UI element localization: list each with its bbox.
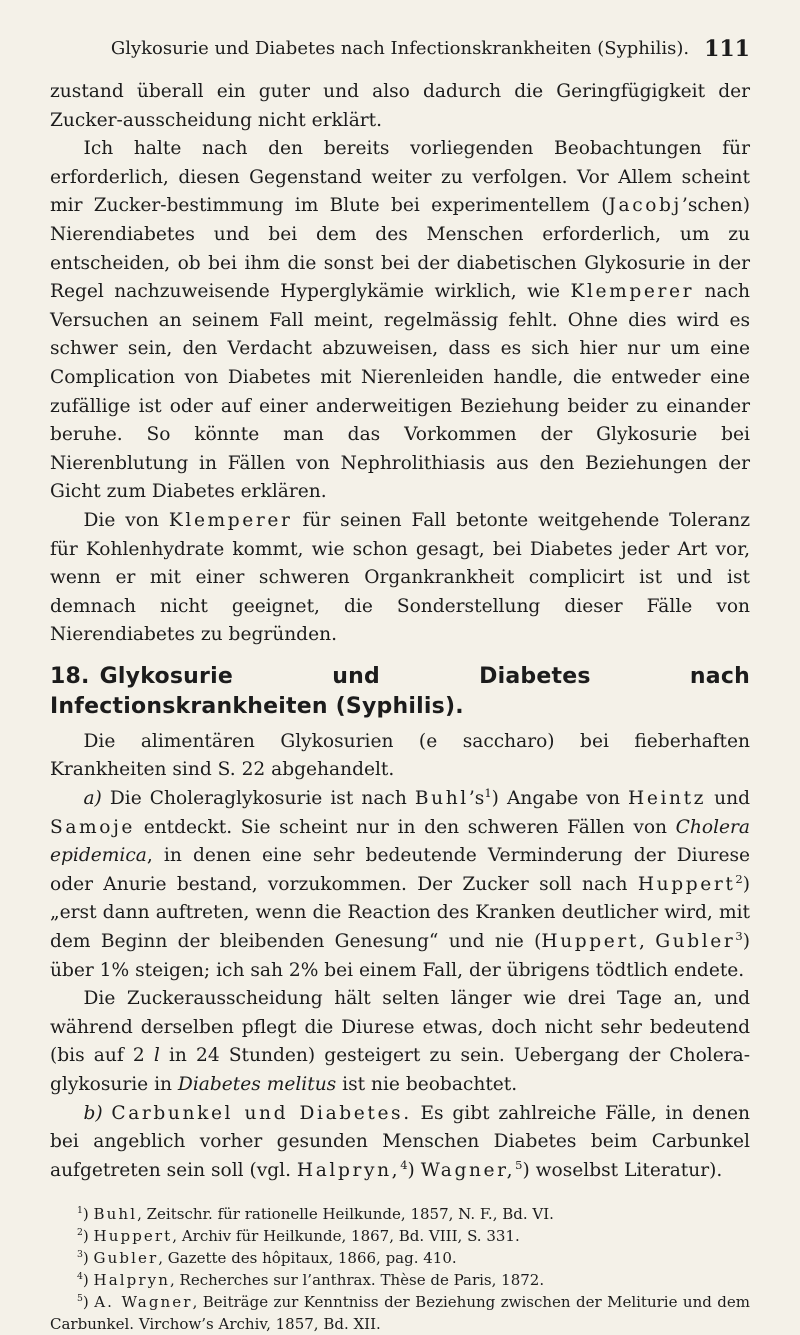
footnote: $^3$) Gubler, Gazette des hôpitaux, 1866, pag. 410. — [77, 1249, 457, 1268]
book-page — [50, 32, 750, 1335]
paragraph: Ich halte nach den bereits vorliegenden Beobachtungen für erforderlich, diesen Gegenstand weiter zu verfolgen. Vor Allem scheint mir Zucker-bestimmung im Blute bei experimentellem (Jacobj’schen) Nierendiabetes und bei dem des Menschen erforderlich, um zu entscheiden, ob bei ihm die sonst bei der diabetischen Glykosurie in der Regel nachzuweisende Hyperglykämie wirklich, wie Klemperer nach Versuchen an seinem Fall meint, regelmässig fehlt. Ohne dies wird es schwer sein, den Verdacht abzuweisen, dass es sich hier nur um eine Complication von Diabetes mit Nierenleiden handle, die entweder eine zufällige ist oder auf einer anderweitigen Beziehung beider zu einander beruhe. So könnte man das Vorkommen der Glykosurie bei Nierenblutung in Fällen von Nephrolithiasis aus den Beziehungen der Gicht zum Diabetes erklären. — [50, 138, 750, 503]
subsection-heading: Carbunkel und Diabetes. — [111, 1102, 412, 1124]
author-name: Samoje — [50, 816, 136, 838]
author-name: Buhl — [414, 788, 469, 810]
running-head-title: Glykosurie und Diabetes nach Infectionskrankheiten (Syphilis). — [110, 38, 690, 59]
paragraph: zustand überall ein guter und also dadurch die Geringfügigkeit der Zucker-ausscheidung nicht erklärt. — [50, 81, 750, 131]
author-name: Wagner, — [420, 1159, 516, 1181]
running-head — [50, 32, 750, 66]
footnote: $^5$) A. Wagner, Beiträge zur Kenntniss der Beziehung zwischen der Meliturie und dem Carbunkel. Virchow’s Archiv, 1857, Bd. XII. — [50, 1293, 750, 1334]
footnote: $^4$) Halpryn, Recherches sur l’anthrax. Thèse de Paris, 1872. — [77, 1271, 545, 1290]
author-name: Gubler — [655, 931, 736, 953]
paragraph: Die Zuckerausscheidung hält selten länger wie drei Tage an, und während derselben pflegt die Diurese etwas, doch nicht sehr bedeutend (bis auf 2 l in 24 Stunden) gesteigert zu sein. Uebergang der Cholera-glykosurie in Diabetes melitus ist nie beobachtet. — [50, 988, 751, 1095]
footnote-ref: 3 — [735, 928, 743, 943]
footnotes — [50, 1203, 750, 1335]
page-number: 111 — [704, 36, 750, 62]
footnote: $^2$) Huppert, Archiv für Heilkunde, 1867, Bd. VIII, S. 331. — [77, 1227, 520, 1246]
paragraph: Die alimentären Glykosurien (e saccharo) bei fieberhaften Krankheiten sind S. 22 abgehandelt. — [50, 730, 750, 781]
footnote-ref: 4 — [400, 1157, 408, 1172]
author-name: Klemperer — [570, 281, 695, 303]
section-heading — [50, 662, 750, 722]
footnote-ref: 1 — [484, 785, 492, 800]
footnote-ref: 2 — [735, 871, 743, 886]
paragraph: b) Carbunkel und Diabetes. Es gibt zahlreiche Fälle, in denen bei angeblich vorher gesunden Menschen Diabetes beim Carbunkel aufgetreten sein soll (vgl. Halpryn,$^4$) Wagner,$^5$) woselbst Literatur). — [50, 1102, 750, 1181]
footnote: $^1$) Buhl, Zeitschr. für rationelle Heilkunde, 1857, N. F., Bd. VI. — [77, 1205, 554, 1224]
list-label: a) — [83, 788, 102, 810]
author-name: Heintz — [628, 788, 707, 810]
main-text — [50, 78, 750, 1185]
author-name: Huppert — [637, 873, 736, 895]
italic-term: Diabetes melitus — [177, 1074, 337, 1095]
author-name: Huppert — [541, 931, 639, 953]
author-name: Jacobj — [608, 195, 682, 217]
italic-term: Cholera epidemica — [50, 816, 750, 867]
section-title: Glykosurie und Diabetes nach Infectionskrankheiten (Syphilis). — [50, 663, 750, 719]
paragraph: a) Die Choleraglykosurie ist nach $Buhl’s^1$) Angabe von Heintz und Samoje entdeckt. Sie scheint nur in den schweren Fällen von Cholera epidemica, in denen eine sehr bedeutende Verminderung der Diurese oder Anurie bestand, vorzukommen. Der Zucker soll nach Huppert$^2$) „erst dann auftreten, wenn die Reaction des Kranken deutlicher wird, mit dem Beginn der bleibenden Genesung“ und nie (Huppert, Gubler$^3$) über 1% steigen; ich sah 2% bei einem Fall, der übrigens tödtlich endete. — [50, 785, 751, 981]
author-name: Halpryn, — [296, 1159, 401, 1181]
list-label: b) — [83, 1102, 103, 1124]
italic-term: l — [153, 1045, 160, 1067]
paragraph: Die von Klemperer für seinen Fall betonte weitgehende Toleranz für Kohlenhydrate kommt, wie schon gesagt, bei Diabetes jeder Art vor, wenn er mit einer schweren Organkrankheit complicirt ist und ist demnach nicht geeignet, die Sonderstellung dieser Fälle von Nierendiabetes zu begründen. — [50, 509, 750, 646]
section-number: 18. — [50, 663, 90, 689]
author-name: Klemperer — [168, 509, 293, 531]
footnote-ref: 5 — [515, 1157, 523, 1172]
